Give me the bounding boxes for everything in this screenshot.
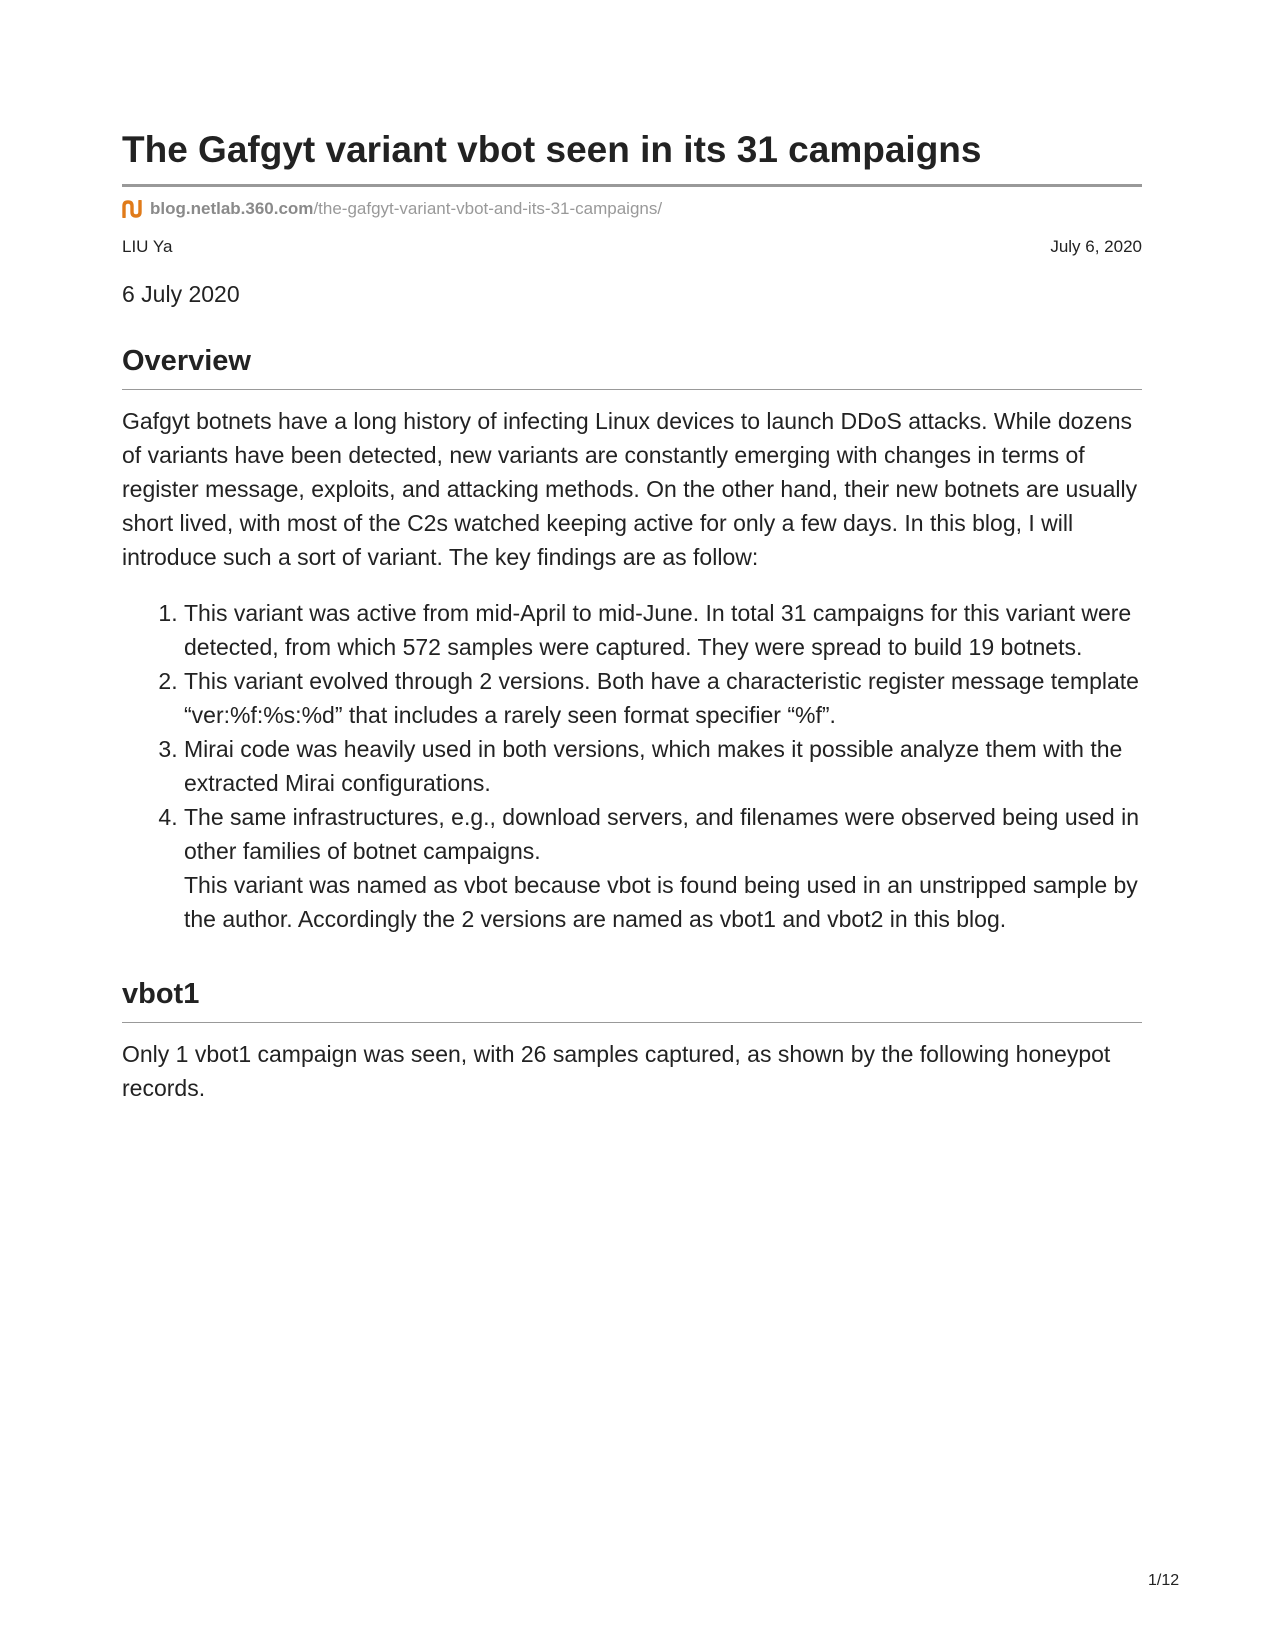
post-date: 6 July 2020 — [122, 281, 240, 307]
key-findings-list — [122, 596, 1142, 936]
page-title: The Gafgyt variant vbot seen in its 31 campaigns — [122, 0, 1142, 187]
page-number: 1/12 — [1148, 1572, 1180, 1589]
overview-paragraph: Gafgyt botnets have a long history of infecting Linux devices to launch DDoS attacks. While dozens of variants have been detected, new variants are constantly emerging with changes in terms of register message, exploits, and attacking methods. On the other hand, their new botnets are usually short lived, with most of the C2s watched keeping active for only a few days. In this blog, I will introduce such a sort of variant. The key findings are as follow: — [122, 408, 1138, 570]
netlab-logo-icon — [122, 200, 142, 218]
list-item — [184, 596, 1142, 664]
list-item — [184, 732, 1142, 800]
source-domain-link[interactable]: blog.netlab.360.com — [150, 199, 314, 218]
overview-heading: Overview — [122, 343, 1142, 390]
source-path-link[interactable]: /the-gafgyt-variant-vbot-and-its-31-campaigns/ — [313, 199, 663, 218]
finding-text: Mirai code was heavily used in both versions, which makes it possible analyze them with the extracted Mirai configurations. — [184, 736, 1123, 796]
document-page — [122, 0, 1142, 1105]
publish-date: July 6, 2020 — [1050, 237, 1142, 256]
list-item — [184, 664, 1142, 732]
finding-note: This variant was named as vbot because vbot is found being used in an unstripped sample by the author. Accordingly the 2 versions are named as vbot1 and vbot2 in this blog. — [184, 872, 1138, 932]
vbot1-heading: vbot1 — [122, 976, 1142, 1023]
meta-row — [122, 237, 1142, 257]
finding-text: This variant was active from mid-April to mid-June. In total 31 campaigns for this variant were detected, from which 572 samples were captured. They were spread to build 19 botnets. — [184, 600, 1132, 660]
vbot1-paragraph: Only 1 vbot1 campaign was seen, with 26 samples captured, as shown by the following honeypot records. — [122, 1041, 1111, 1101]
finding-text: The same infrastructures, e.g., download servers, and filenames were observed being used in other families of botnet campaigns. — [184, 804, 1140, 864]
author-name: LIU Ya — [122, 237, 173, 256]
finding-text: This variant evolved through 2 versions. Both have a characteristic register message template “ver:%f:%s:%d” that includes a rarely seen format specifier “%f”. — [184, 668, 1139, 728]
list-item — [184, 800, 1142, 936]
source-row — [122, 199, 1142, 219]
